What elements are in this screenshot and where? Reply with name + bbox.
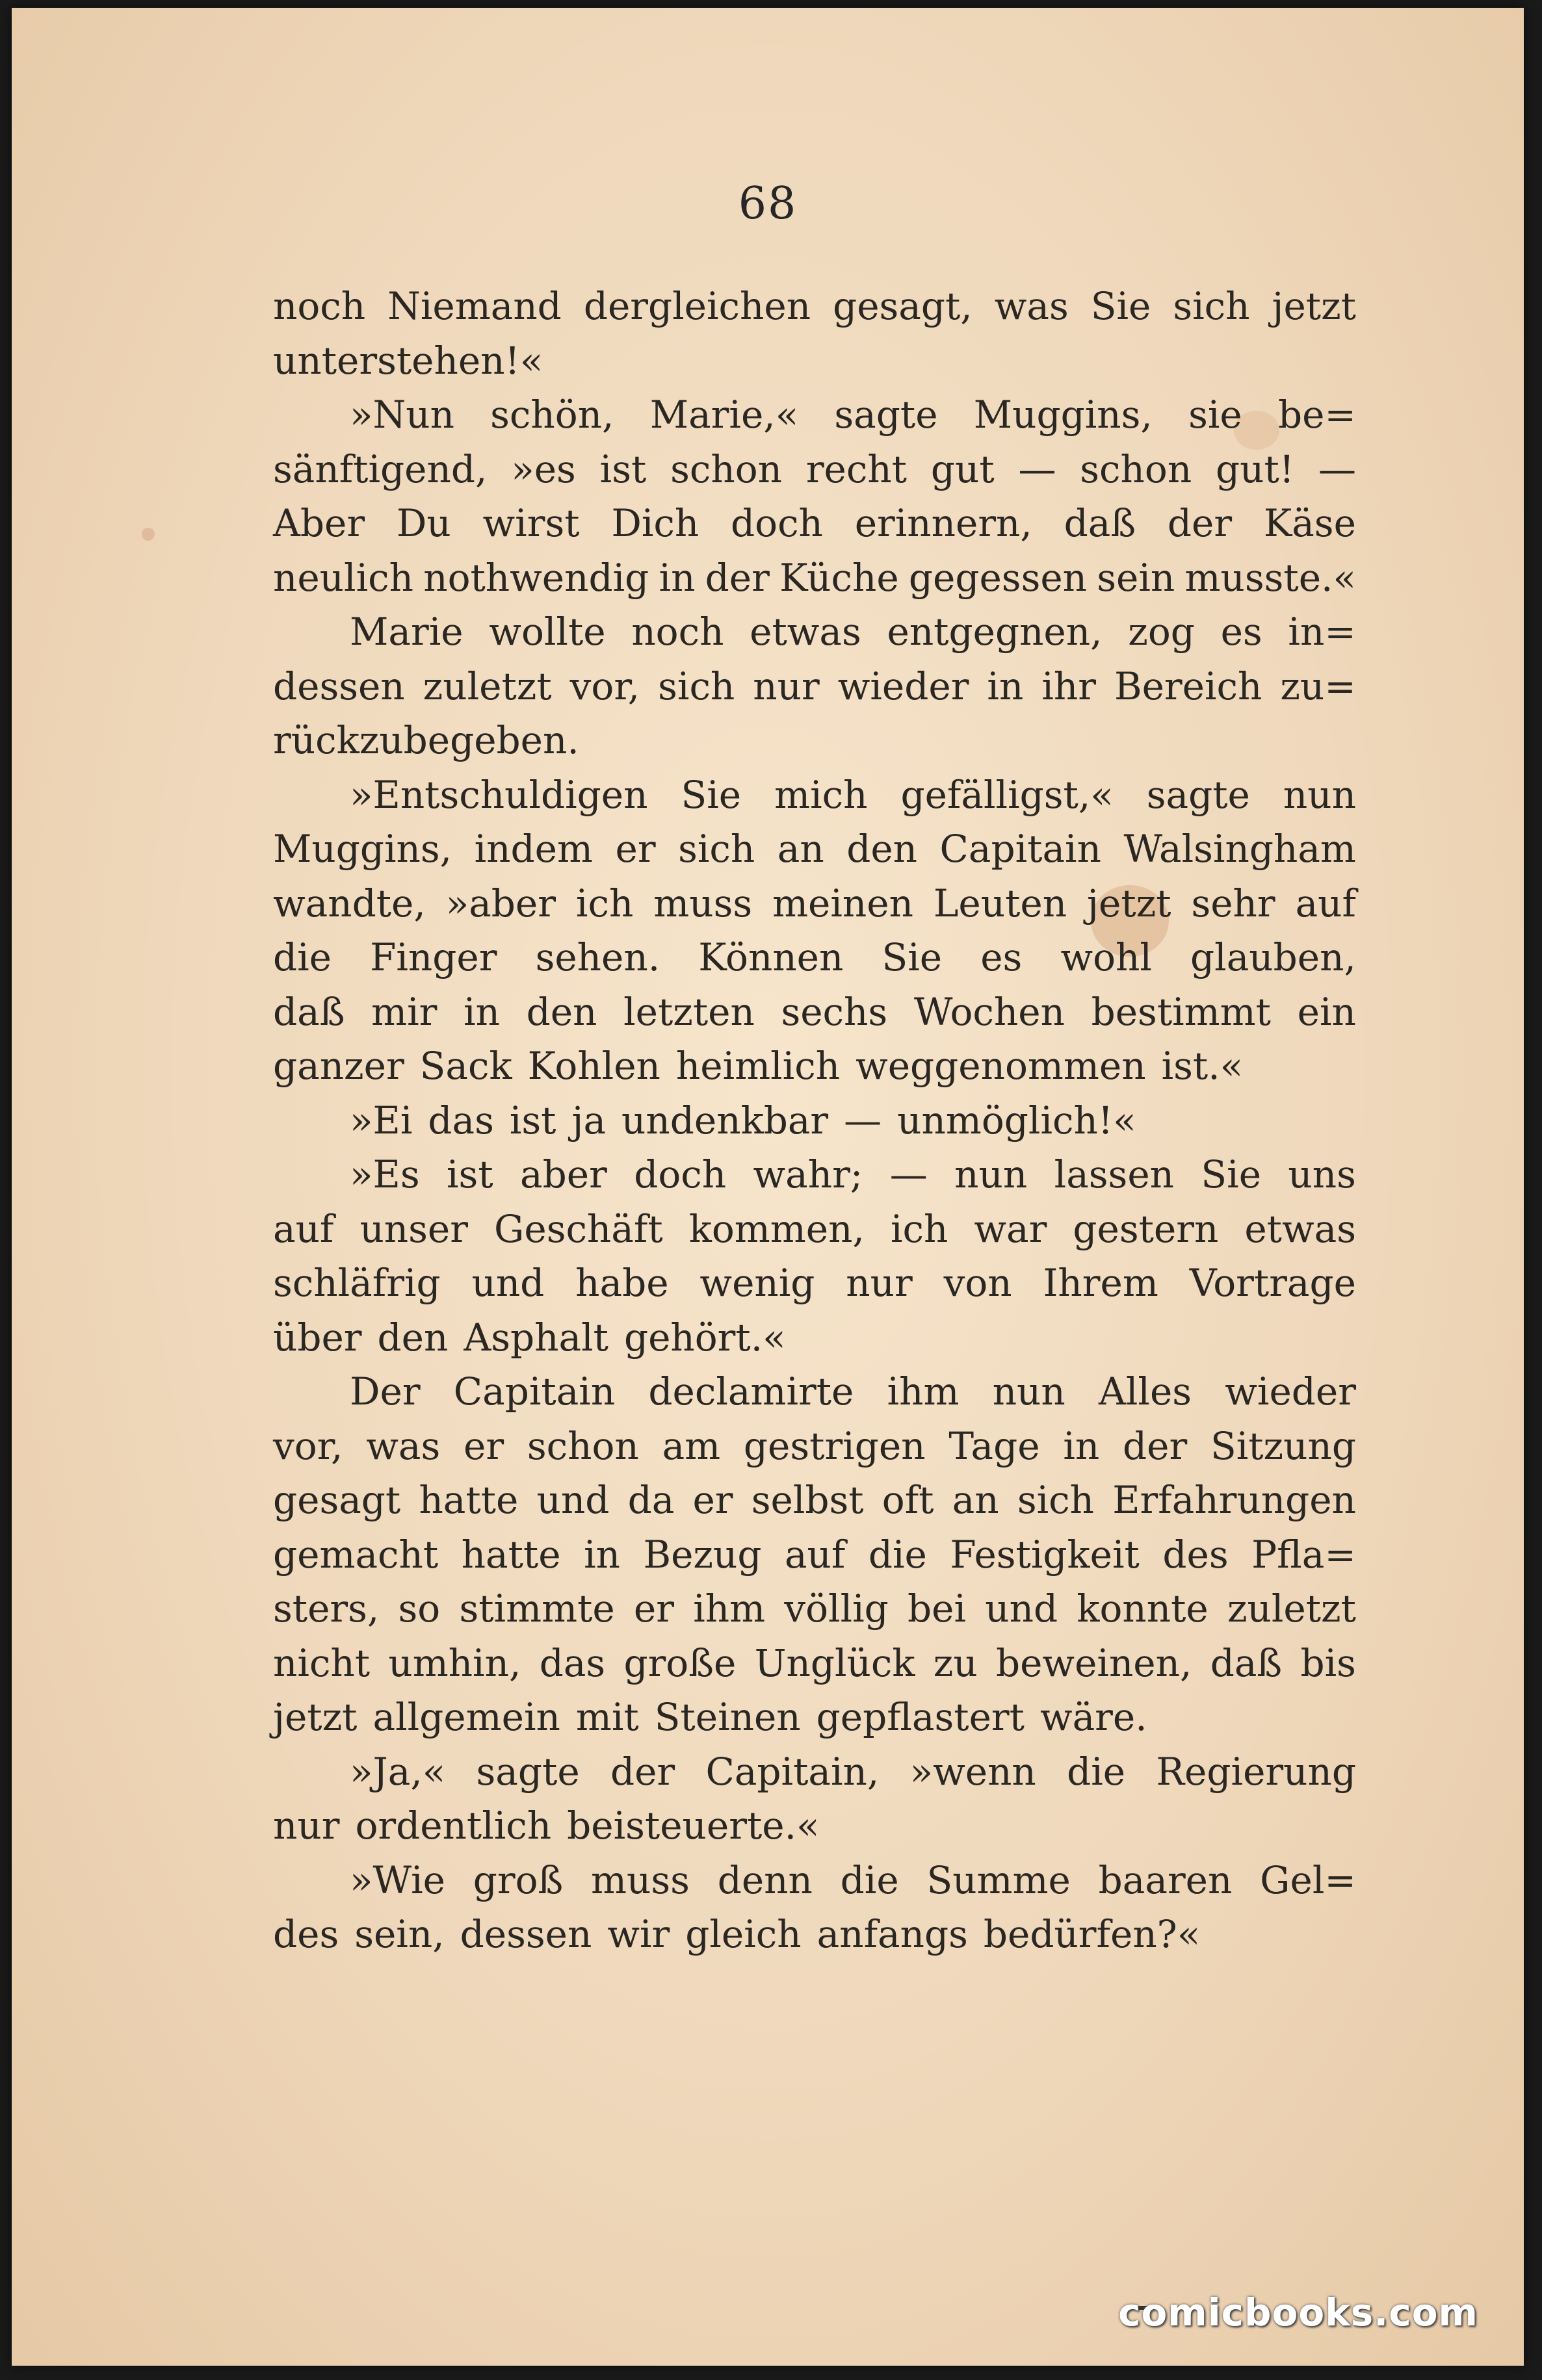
word: den [377,1315,449,1360]
watermark-text: comicbooks.com [1118,2290,1478,2335]
word: zuletzt [1227,1586,1356,1631]
word: ganzer [273,1044,404,1088]
word: Capitain [453,1369,616,1414]
word: muss [591,1857,690,1902]
word: gleich [685,1912,802,1956]
text-line [273,1745,1356,1800]
word: zu= [1280,664,1356,708]
word: an [952,1478,999,1522]
word: Kohlen [527,1044,660,1088]
word: am [662,1423,721,1468]
word: kommen, [688,1206,865,1251]
word: unterstehen!« [273,338,543,383]
word: bei [908,1586,967,1631]
body-text [273,279,1356,1962]
word: Ihrem [1043,1261,1158,1305]
word: declamirte [648,1369,854,1414]
text-line [273,1256,1356,1311]
text-line [273,1365,1356,1419]
word: sagte [1146,772,1250,817]
word: meinen [772,881,913,925]
word: war [974,1206,1047,1251]
word: vor, [273,1423,343,1468]
text-line [273,1039,1356,1094]
word: etwas [750,610,861,654]
word: Finger [370,935,497,979]
word: ist [599,446,647,491]
word: schläfrig [273,1261,441,1305]
word: ich [575,881,634,925]
word: sich [1173,284,1250,328]
word: sters, [273,1586,380,1631]
word: in= [1288,610,1356,654]
book-page [12,8,1524,2366]
word: heimlich [675,1044,841,1088]
text-line [273,1311,1356,1365]
word: Du [396,501,451,545]
word: er [692,1478,733,1522]
word: nur [753,664,820,708]
word: vor, [569,664,640,708]
word: daß [1064,501,1136,545]
word: weggenommen [856,1044,1146,1088]
word: ordentlich [355,1804,552,1848]
text-line [273,660,1356,714]
word: Sie [882,935,943,979]
word: aber [520,1152,607,1196]
word: über [273,1315,362,1360]
word: ihr [1041,664,1096,708]
word: beisteuerte.« [567,1804,820,1848]
word: dessen [273,664,405,708]
text-line [273,1854,1356,1908]
word: in [659,555,696,600]
text-line [273,1690,1356,1745]
word: wahr; [753,1152,863,1196]
word: wohl [1060,935,1152,979]
word: nur [273,1804,340,1848]
word: ein [1297,989,1356,1034]
word: sagte [476,1749,580,1794]
word: etwas [1244,1206,1356,1251]
word: ist [509,1098,556,1143]
word: unmöglich!« [897,1098,1136,1143]
word: anfangs [817,1912,968,1956]
text-line [273,1528,1356,1583]
word: ja [571,1098,607,1143]
text-line [273,1473,1356,1528]
word: die [1067,1749,1126,1794]
word: ihm [693,1586,766,1631]
word: zuletzt [423,664,552,708]
word: erinnern, [854,501,1032,545]
word: den [846,827,918,871]
word: gut [930,446,995,491]
word: Sie [1201,1152,1262,1196]
word: ihm [887,1369,960,1414]
word: und [536,1478,610,1522]
word: lassen [1054,1152,1174,1196]
word: des [1162,1532,1229,1577]
word: beweinen, [995,1640,1192,1685]
word: so [398,1586,441,1631]
text-line [273,1908,1356,1962]
word: und [985,1586,1058,1631]
word: Bezug [643,1532,762,1577]
word: mit [575,1695,639,1739]
word: große [623,1640,737,1685]
word: Der [350,1369,421,1414]
word: des [273,1912,339,1956]
word: Festigkeit [950,1532,1140,1577]
word: nun [954,1152,1028,1196]
word: ist [447,1152,493,1196]
word: nur [846,1261,913,1305]
word: in [464,989,500,1034]
word: das [428,1098,494,1143]
word: da [627,1478,675,1522]
text-line [273,1094,1356,1148]
text-line [273,497,1356,551]
word: sich [1017,1478,1094,1522]
word: Marie,« [649,393,799,437]
word: nun [992,1369,1065,1414]
word: gestrigen [743,1423,926,1468]
word: auf [273,1206,334,1251]
text-line [273,985,1356,1040]
word: noch [273,284,366,328]
word: allgemein [372,1695,560,1739]
word: und [471,1261,545,1305]
word: nothwendig [423,555,649,600]
word: oft [882,1478,934,1522]
word: bedürfen?« [983,1912,1201,1956]
word: sich [658,664,735,708]
text-line [273,334,1356,389]
word: sein, [354,1912,445,1956]
text-line [273,1419,1356,1474]
word: »Ja,« [350,1749,446,1794]
paper-stain [142,528,155,541]
word: Sack [419,1044,512,1088]
word: be= [1277,393,1356,437]
word: in [987,664,1024,708]
word: rückzubegeben. [273,718,579,762]
word: in [1063,1423,1100,1468]
word: was [994,284,1069,328]
word: — [1018,446,1056,491]
word: zu [933,1640,978,1685]
word: »Wie [350,1857,445,1902]
text-line [273,1202,1356,1257]
word: Vortrage [1189,1261,1356,1305]
word: bis [1300,1640,1356,1685]
text-line [273,768,1356,823]
word: gefälligst,« [900,772,1114,817]
word: hatte [461,1532,561,1577]
word: Können [698,935,844,979]
word: Gel= [1260,1857,1356,1902]
word: völlig [784,1586,889,1631]
word: er [464,1423,504,1468]
word: Marie [350,610,464,654]
word: baaren [1098,1857,1233,1902]
word: Asphalt [464,1315,608,1360]
word: stimmte [459,1586,615,1631]
word: der [705,555,770,600]
word: Käse [1263,501,1356,545]
word: Muggins, [273,827,452,871]
text-line [273,279,1356,334]
word: gepflastert [816,1695,1025,1739]
text-line [273,605,1356,660]
word: nun [1283,772,1356,817]
word: sehr [1191,881,1275,925]
text-line [273,1799,1356,1854]
word: Niemand [387,284,562,328]
word: glauben, [1190,935,1356,979]
word: der [1167,501,1233,545]
word: — [844,1098,882,1143]
word: umhin, [388,1640,521,1685]
word: schön, [490,393,614,437]
word: »aber [445,881,556,925]
word: mir [371,989,438,1034]
word: dessen [460,1912,592,1956]
word: Aber [273,501,365,545]
word: wirst [482,501,580,545]
word: schon [670,446,782,491]
word: — [889,1152,928,1196]
word: neulich [273,555,413,600]
word: hatte [419,1478,519,1522]
word: undenkbar [621,1098,829,1143]
word: Regierung [1156,1749,1356,1794]
word: bestimmt [1091,989,1271,1034]
word: noch [631,610,724,654]
word: gegessen [908,555,1088,600]
word: gestern [1073,1206,1219,1251]
word: Geschäft [494,1206,663,1251]
word: schon [1080,446,1192,491]
word: gut! [1216,446,1295,491]
word: wieder [1225,1369,1356,1414]
word: muss [653,881,753,925]
text-line [273,1148,1356,1202]
word: der [1123,1423,1188,1468]
word: auf [1295,881,1356,925]
word: er [633,1586,674,1631]
word: Muggins, [973,393,1153,437]
word: er [615,827,656,871]
word: den [526,989,597,1034]
word: Alles [1098,1369,1192,1414]
word: — [1318,446,1356,491]
word: das [539,1640,606,1685]
word: Capitain, [705,1749,880,1794]
word: Leuten [933,881,1067,925]
word: nicht [273,1640,371,1685]
word: gesagt, [833,284,973,328]
word: es [980,935,1023,979]
word: daß [273,989,345,1034]
word: Tage [948,1423,1040,1468]
word: Summe [926,1857,1071,1902]
word: sagte [834,393,938,437]
word: Sitzung [1210,1423,1356,1468]
word: ist.« [1161,1044,1244,1088]
word: doch [634,1152,727,1196]
word: wir [607,1912,670,1956]
word: an [777,827,824,871]
word: Capitain [939,827,1101,871]
word: schon [527,1423,639,1468]
text-line [273,1582,1356,1636]
text-line [273,443,1356,497]
word: die [868,1532,927,1577]
word: wollte [489,610,606,654]
word: von [943,1261,1012,1305]
word: sehen. [535,935,660,979]
word: jetzt [1087,881,1171,925]
word: unser [359,1206,468,1251]
word: gesagt [273,1478,401,1522]
text-line [273,714,1356,768]
word: »es [511,446,576,491]
text-line [273,388,1356,443]
word: »Es [350,1152,420,1196]
word: wenig [699,1261,815,1305]
word: wieder [837,664,969,708]
word: wandte, [273,881,426,925]
word: zog [1128,610,1195,654]
word: die [840,1857,899,1902]
word: entgegnen, [887,610,1103,654]
word: »wenn [909,1749,1036,1794]
word: wäre. [1039,1695,1147,1739]
text-line [273,1636,1356,1691]
word: letzten [623,989,755,1034]
word: jetzt [273,1695,358,1739]
word: auf [784,1532,846,1577]
text-line [273,822,1356,877]
text-line [273,551,1356,606]
word: musste.« [1184,555,1356,600]
word: »Ei [350,1098,413,1143]
word: sich [678,827,755,871]
word: Küche [779,555,899,600]
word: »Entschuldigen [350,772,648,817]
word: es [1220,610,1262,654]
word: selbst [751,1478,864,1522]
word: sie [1188,393,1242,437]
word: in [584,1532,620,1577]
word: groß [473,1857,564,1902]
word: uns [1288,1152,1356,1196]
word: habe [575,1261,669,1305]
word: Sie [681,772,742,817]
page-number: 68 [738,178,798,229]
text-line [273,877,1356,931]
word: die [273,935,332,979]
word: Bereich [1114,664,1262,708]
word: der [610,1749,675,1794]
word: »Nun [350,393,454,437]
word: daß [1210,1640,1283,1685]
word: mich [774,772,868,817]
word: denn [717,1857,813,1902]
word: gehört.« [623,1315,786,1360]
word: ich [890,1206,948,1251]
word: sein [1097,555,1175,600]
word: sänftigend, [273,446,488,491]
word: doch [731,501,823,545]
word: sechs [781,989,888,1034]
word: Wochen [913,989,1065,1034]
word: dergleichen [583,284,811,328]
word: Walsingham [1123,827,1356,871]
word: Sie [1090,284,1151,328]
word: Pfla= [1251,1532,1356,1577]
word: was [366,1423,441,1468]
word: gemacht [273,1532,439,1577]
word: Erfahrungen [1112,1478,1356,1522]
word: konnte [1077,1586,1209,1631]
word: recht [805,446,908,491]
word: Dich [611,501,699,545]
word: Unglück [754,1640,915,1685]
text-line [273,931,1356,985]
word: indem [474,827,593,871]
word: Steinen [654,1695,801,1739]
word: jetzt [1272,284,1356,328]
